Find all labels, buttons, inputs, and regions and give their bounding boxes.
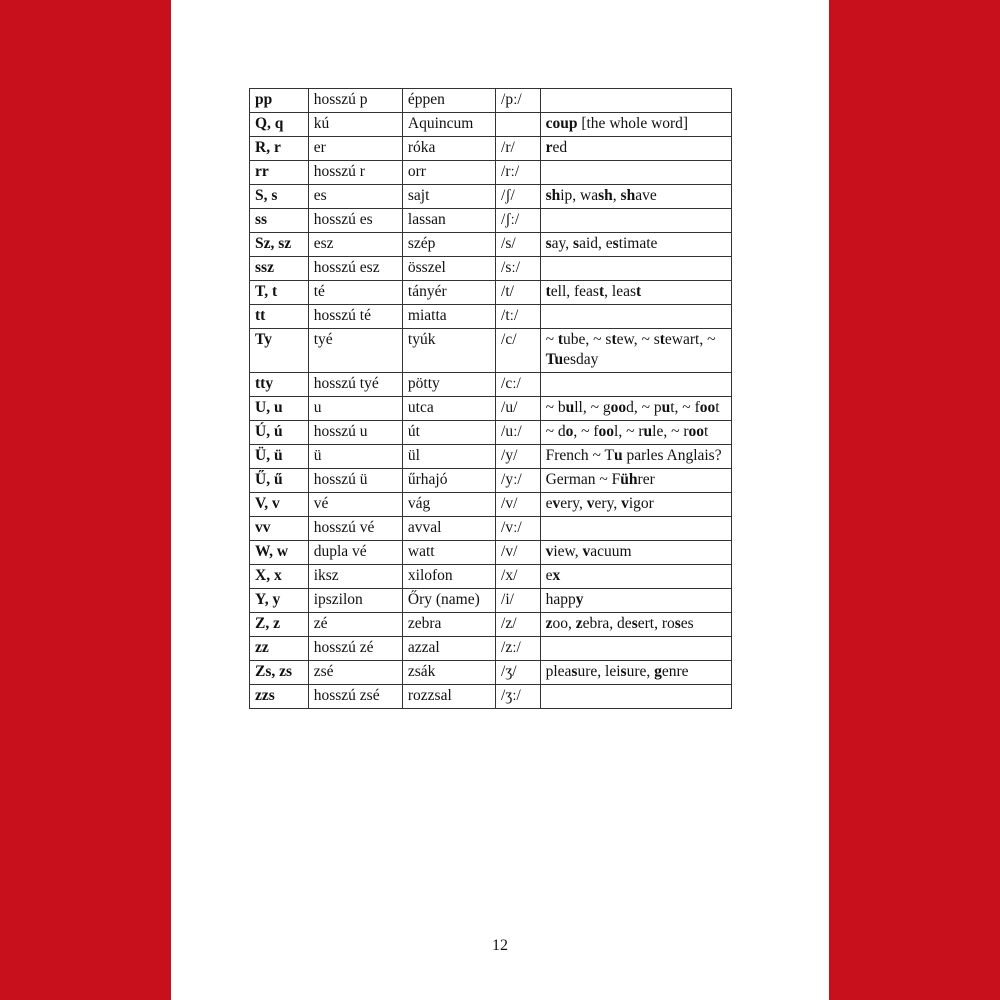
example-word-cell: zsák: [402, 661, 495, 685]
highlighted-sound: v: [545, 543, 554, 560]
letter-cell: tty: [250, 373, 309, 397]
table-row: [250, 257, 732, 281]
text-segment: ll, ~ g: [574, 399, 611, 416]
text-segment: ave: [635, 187, 657, 204]
english-equivalent-cell: [540, 565, 731, 589]
letter-name-cell: iksz: [308, 565, 402, 589]
highlighted-sound: oo: [688, 423, 705, 440]
highlighted-sound: s: [612, 235, 619, 252]
letter-cell: U, u: [250, 397, 309, 421]
english-equivalent-cell: [540, 233, 731, 257]
example-word-cell: sajt: [402, 185, 495, 209]
ipa-cell: /uː/: [496, 421, 541, 445]
text-segment: le, ~ r: [652, 423, 689, 440]
text-segment: d, ~ p: [626, 399, 662, 416]
highlighted-sound: r: [545, 139, 553, 156]
highlighted-sound: t: [636, 283, 642, 300]
table-row: [250, 305, 732, 329]
english-equivalent-cell: [540, 517, 731, 541]
text-segment: es: [680, 615, 694, 632]
highlighted-sound: sh: [598, 187, 613, 204]
highlighted-sound: sh: [620, 187, 636, 204]
example-word-cell: rozzsal: [402, 685, 495, 709]
example-word-cell: róka: [402, 137, 495, 161]
highlighted-sound: Tu: [545, 351, 564, 368]
letter-name-cell: er: [308, 137, 402, 161]
english-equivalent-cell: [540, 257, 731, 281]
example-word-cell: út: [402, 421, 495, 445]
letter-name-cell: zé: [308, 613, 402, 637]
letter-cell: V, v: [250, 493, 309, 517]
table-row: [250, 161, 732, 185]
letter-cell: zz: [250, 637, 309, 661]
book-page: [171, 0, 829, 1000]
text-segment: ip, wa: [560, 187, 599, 204]
highlighted-sound: t: [611, 331, 617, 348]
text-segment: French ~ T: [545, 447, 614, 464]
english-equivalent-cell: [540, 445, 731, 469]
highlighted-sound: t: [659, 331, 665, 348]
example-word-cell: pötty: [402, 373, 495, 397]
highlighted-sound: s: [631, 615, 638, 632]
english-equivalent-cell: [540, 185, 731, 209]
text-segment: enre: [661, 663, 689, 680]
letter-name-cell: hosszú ü: [308, 469, 402, 493]
table-row: [250, 661, 732, 685]
example-word-cell: Őry (name): [402, 589, 495, 613]
ipa-cell: /vː/: [496, 517, 541, 541]
english-equivalent-cell: [540, 421, 731, 445]
ipa-cell: /ʒː/: [496, 685, 541, 709]
letter-name-cell: hosszú esz: [308, 257, 402, 281]
letter-cell: Ű, ű: [250, 469, 309, 493]
highlighted-sound: y: [575, 591, 584, 608]
letter-name-cell: té: [308, 281, 402, 305]
english-equivalent-cell: [540, 685, 731, 709]
text-segment: ew, ~ s: [616, 331, 660, 348]
example-word-cell: miatta: [402, 305, 495, 329]
example-word-cell: szép: [402, 233, 495, 257]
text-segment: ay,: [551, 235, 574, 252]
text-segment: ert, ro: [637, 615, 675, 632]
english-equivalent-cell: [540, 373, 731, 397]
example-word-cell: Aquincum: [402, 113, 495, 137]
ipa-cell: /pː/: [496, 89, 541, 113]
table-row: [250, 445, 732, 469]
letter-name-cell: es: [308, 185, 402, 209]
text-segment: , leas: [604, 283, 636, 300]
text-segment: iew,: [553, 543, 583, 560]
example-word-cell: ül: [402, 445, 495, 469]
english-equivalent-cell: [540, 281, 731, 305]
letter-cell: rr: [250, 161, 309, 185]
text-segment: ell, feas: [550, 283, 599, 300]
highlighted-sound: u: [661, 399, 671, 416]
alphabet-table: [249, 88, 732, 709]
letter-name-cell: kú: [308, 113, 402, 137]
letter-cell: ss: [250, 209, 309, 233]
text-segment: timate: [618, 235, 658, 252]
ipa-cell: /y/: [496, 445, 541, 469]
highlighted-sound: oo: [610, 399, 627, 416]
letter-cell: Z, z: [250, 613, 309, 637]
example-word-cell: utca: [402, 397, 495, 421]
letter-cell: pp: [250, 89, 309, 113]
highlighted-sound: v: [582, 543, 591, 560]
english-equivalent-cell: [540, 397, 731, 421]
table-row: [250, 613, 732, 637]
page-number: 12: [492, 937, 508, 954]
text-segment: t: [704, 423, 709, 440]
text-segment: aid, e: [579, 235, 613, 252]
letter-cell: X, x: [250, 565, 309, 589]
letter-cell: tt: [250, 305, 309, 329]
ipa-cell: /v/: [496, 493, 541, 517]
table-row: [250, 565, 732, 589]
letter-name-cell: hosszú zsé: [308, 685, 402, 709]
ipa-cell: /ʃ/: [496, 185, 541, 209]
text-segment: ery,: [560, 495, 587, 512]
text-segment: rer: [637, 471, 655, 488]
letter-cell: zzs: [250, 685, 309, 709]
highlighted-sound: oo: [699, 399, 716, 416]
text-segment: [the whole word]: [577, 115, 689, 132]
highlighted-sound: oo: [598, 423, 615, 440]
table-row: [250, 89, 732, 113]
alphabet-table-body: [250, 89, 732, 709]
english-equivalent-cell: [540, 469, 731, 493]
ipa-cell: /tː/: [496, 305, 541, 329]
highlighted-sound: üh: [620, 471, 638, 488]
ipa-cell: /t/: [496, 281, 541, 305]
letter-name-cell: hosszú vé: [308, 517, 402, 541]
highlighted-sound: g: [654, 663, 662, 680]
example-word-cell: xilofon: [402, 565, 495, 589]
highlighted-sound: sh: [545, 187, 561, 204]
ipa-cell: /ʒ/: [496, 661, 541, 685]
table-row: [250, 329, 732, 373]
highlighted-sound: s: [571, 663, 578, 680]
example-word-cell: zebra: [402, 613, 495, 637]
text-segment: happ: [545, 591, 576, 608]
ipa-cell: /s/: [496, 233, 541, 257]
example-word-cell: lassan: [402, 209, 495, 233]
text-segment: t: [715, 399, 720, 416]
highlighted-sound: z: [545, 615, 553, 632]
text-segment: igor: [628, 495, 654, 512]
example-word-cell: avval: [402, 517, 495, 541]
letter-name-cell: hosszú es: [308, 209, 402, 233]
example-word-cell: orr: [402, 161, 495, 185]
letter-name-cell: hosszú té: [308, 305, 402, 329]
ipa-cell: [496, 113, 541, 137]
text-segment: plea: [545, 663, 572, 680]
text-segment: l, ~ r: [614, 423, 644, 440]
text-segment: e: [545, 495, 553, 512]
letter-cell: S, s: [250, 185, 309, 209]
english-equivalent-cell: [540, 661, 731, 685]
letter-cell: Ty: [250, 329, 309, 373]
letter-name-cell: u: [308, 397, 402, 421]
example-word-cell: watt: [402, 541, 495, 565]
letter-cell: W, w: [250, 541, 309, 565]
table-row: [250, 493, 732, 517]
ipa-cell: /sː/: [496, 257, 541, 281]
text-segment: ewart, ~: [664, 331, 716, 348]
highlighted-sound: u: [565, 399, 575, 416]
highlighted-sound: z: [575, 615, 583, 632]
ipa-cell: /i/: [496, 589, 541, 613]
text-segment: German ~ F: [545, 471, 621, 488]
highlighted-sound: s: [573, 235, 580, 252]
highlighted-sound: s: [545, 235, 552, 252]
ipa-cell: /cː/: [496, 373, 541, 397]
table-row: [250, 421, 732, 445]
letter-cell: Sz, sz: [250, 233, 309, 257]
ipa-cell: /r/: [496, 137, 541, 161]
english-equivalent-cell: [540, 637, 731, 661]
text-segment: ed: [552, 139, 568, 156]
letter-name-cell: hosszú tyé: [308, 373, 402, 397]
example-word-cell: űrhajó: [402, 469, 495, 493]
text-segment: parles Anglais?: [622, 447, 722, 464]
highlighted-sound: u: [613, 447, 623, 464]
english-equivalent-cell: [540, 209, 731, 233]
highlighted-sound: t: [545, 283, 551, 300]
letter-name-cell: hosszú zé: [308, 637, 402, 661]
letter-name-cell: ipszilon: [308, 589, 402, 613]
text-segment: ery,: [594, 495, 622, 512]
example-word-cell: vág: [402, 493, 495, 517]
letter-name-cell: dupla vé: [308, 541, 402, 565]
letter-cell: ssz: [250, 257, 309, 281]
letter-name-cell: hosszú p: [308, 89, 402, 113]
text-segment: , ~ f: [573, 423, 599, 440]
highlighted-sound: v: [621, 495, 629, 512]
letter-cell: Ü, ü: [250, 445, 309, 469]
ipa-cell: /u/: [496, 397, 541, 421]
right-red-band: [829, 0, 1000, 1000]
letter-name-cell: hosszú u: [308, 421, 402, 445]
highlighted-sound: s: [620, 663, 627, 680]
table-row: [250, 541, 732, 565]
table-row: [250, 637, 732, 661]
ipa-cell: /rː/: [496, 161, 541, 185]
english-equivalent-cell: [540, 89, 731, 113]
ipa-cell: /c/: [496, 329, 541, 373]
text-segment: t, ~ f: [670, 399, 700, 416]
table-row: [250, 137, 732, 161]
text-segment: acuum: [590, 543, 632, 560]
example-word-cell: éppen: [402, 89, 495, 113]
letter-name-cell: ü: [308, 445, 402, 469]
ipa-cell: /yː/: [496, 469, 541, 493]
letter-cell: Q, q: [250, 113, 309, 137]
table-row: [250, 517, 732, 541]
text-segment: e: [545, 567, 553, 584]
english-equivalent-cell: [540, 541, 731, 565]
table-row: [250, 397, 732, 421]
text-segment: esday: [563, 351, 599, 368]
text-segment: ~ d: [545, 423, 566, 440]
highlighted-sound: v: [586, 495, 595, 512]
example-word-cell: összel: [402, 257, 495, 281]
letter-name-cell: zsé: [308, 661, 402, 685]
text-segment: oo,: [552, 615, 576, 632]
table-row: [250, 185, 732, 209]
table-row: [250, 469, 732, 493]
letter-name-cell: hosszú r: [308, 161, 402, 185]
highlighted-sound: t: [557, 331, 564, 348]
table-row: [250, 685, 732, 709]
example-word-cell: tányér: [402, 281, 495, 305]
table-row: [250, 233, 732, 257]
highlighted-sound: t: [598, 283, 605, 300]
text-segment: ure,: [626, 663, 655, 680]
highlighted-sound: u: [643, 423, 653, 440]
letter-name-cell: tyé: [308, 329, 402, 373]
highlighted-sound: s: [674, 615, 681, 632]
letter-cell: Ú, ú: [250, 421, 309, 445]
ipa-cell: /z/: [496, 613, 541, 637]
ipa-cell: /v/: [496, 541, 541, 565]
highlighted-sound: v: [552, 495, 561, 512]
english-equivalent-cell: [540, 329, 731, 373]
text-segment: ube, ~ s: [563, 331, 612, 348]
letter-cell: Y, y: [250, 589, 309, 613]
ipa-cell: /zː/: [496, 637, 541, 661]
english-equivalent-cell: [540, 113, 731, 137]
letter-name-cell: esz: [308, 233, 402, 257]
english-equivalent-cell: [540, 613, 731, 637]
letter-cell: vv: [250, 517, 309, 541]
english-equivalent-cell: [540, 161, 731, 185]
english-equivalent-cell: [540, 305, 731, 329]
english-equivalent-cell: [540, 137, 731, 161]
text-segment: ~: [545, 331, 558, 348]
table-row: [250, 281, 732, 305]
left-red-band: [0, 0, 171, 1000]
letter-name-cell: vé: [308, 493, 402, 517]
table-row: [250, 209, 732, 233]
letter-cell: T, t: [250, 281, 309, 305]
english-equivalent-cell: [540, 493, 731, 517]
letter-cell: Zs, zs: [250, 661, 309, 685]
table-row: [250, 373, 732, 397]
text-segment: ure, lei: [577, 663, 621, 680]
table-row: [250, 113, 732, 137]
english-equivalent-cell: [540, 589, 731, 613]
highlighted-sound: x: [552, 567, 561, 584]
example-word-cell: azzal: [402, 637, 495, 661]
text-segment: ebra, de: [582, 615, 632, 632]
text-segment: ~ b: [545, 399, 566, 416]
text-segment: ,: [612, 187, 621, 204]
example-word-cell: tyúk: [402, 329, 495, 373]
table-row: [250, 589, 732, 613]
highlighted-sound: o: [565, 423, 574, 440]
ipa-cell: /ʃː/: [496, 209, 541, 233]
letter-cell: R, r: [250, 137, 309, 161]
highlighted-sound: coup: [545, 115, 578, 132]
ipa-cell: /x/: [496, 565, 541, 589]
